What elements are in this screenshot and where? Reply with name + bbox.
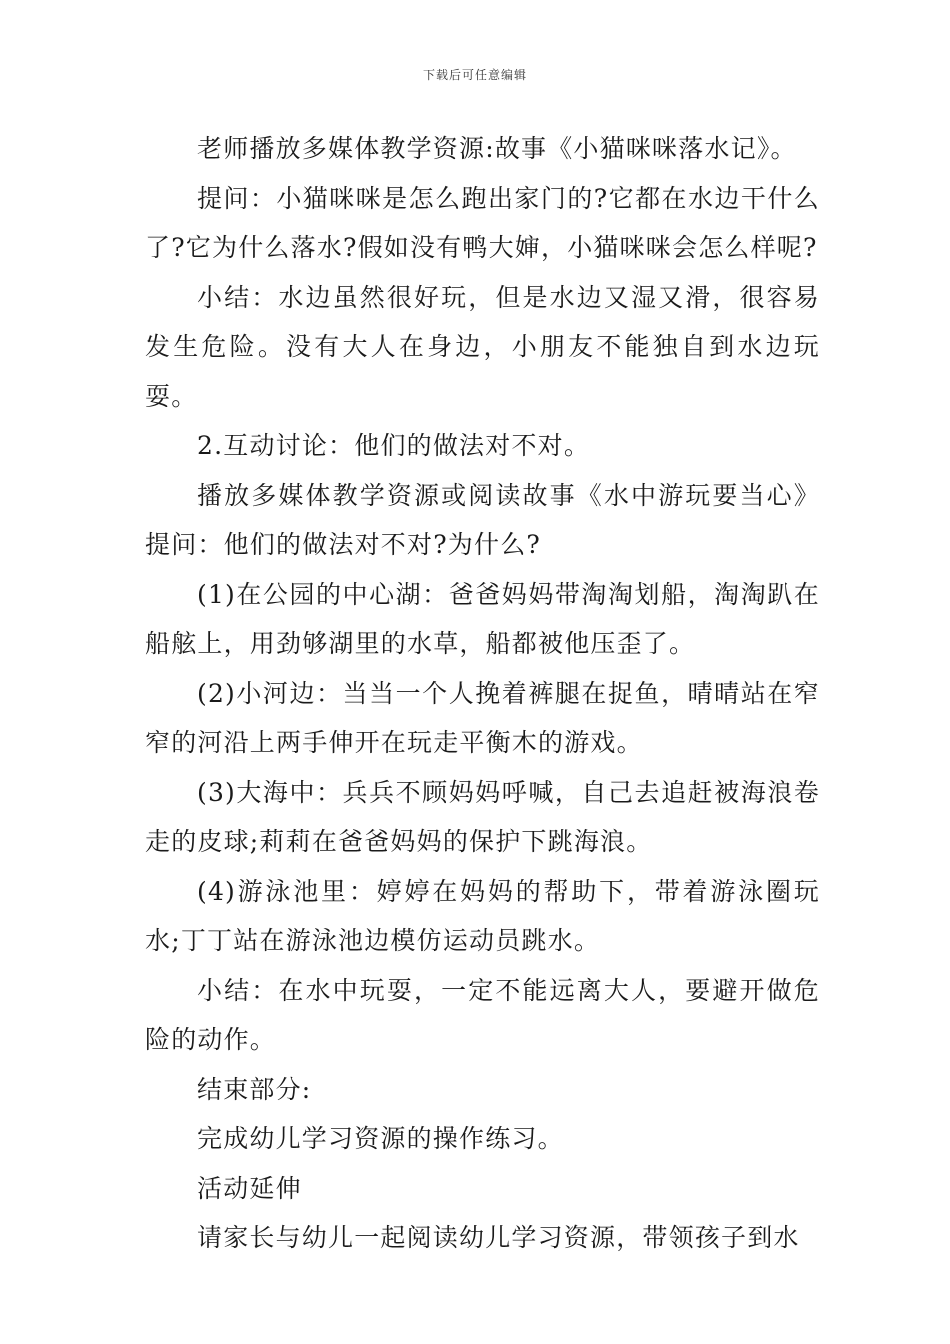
paragraph-case-1: (1)在公园的中心湖：爸爸妈妈带淘淘划船，淘淘趴在船舷上，用劲够湖里的水草，船都被他压歪了。 bbox=[145, 579, 820, 658]
paragraph-discussion-heading: 2.互动讨论：他们的做法对不对。 bbox=[197, 431, 591, 460]
paragraph-case-4: (4)游泳池里：婷婷在妈妈的帮助下，带着游泳圈玩水;丁丁站在游泳池边模仿运动员跳水。 bbox=[145, 876, 820, 955]
paragraph-summary-2: 小结：在水中玩耍，一定不能远离大人，要避开做危险的动作。 bbox=[145, 975, 820, 1054]
paragraph-question-2: 播放多媒体教学资源或阅读故事《水中游玩要当心》提问：他们的做法对不对?为什么? bbox=[145, 480, 820, 559]
paragraph-summary-1: 小结：水边虽然很好玩，但是水边又湿又滑，很容易发生危险。没有大人在身边，小朋友不能独自到水边玩耍。 bbox=[145, 282, 820, 411]
paragraph-ending-task: 完成幼儿学习资源的操作练习。 bbox=[197, 1124, 564, 1153]
document-body bbox=[145, 124, 820, 1263]
paragraph-extension-text: 请家长与幼儿一起阅读幼儿学习资源，带领孩子到水 bbox=[197, 1223, 800, 1252]
paragraph-story-intro: 老师播放多媒体教学资源:故事《小猫咪咪落水记》。 bbox=[197, 134, 797, 163]
paragraph-question-1: 提问：小猫咪咪是怎么跑出家门的?它都在水边干什么了?它为什么落水?假如没有鸭大婶，小猫咪咪会怎么样呢? bbox=[145, 183, 820, 262]
paragraph-case-3: (3)大海中：兵兵不顾妈妈呼喊，自己去追赶被海浪卷走的皮球;莉莉在爸爸妈妈的保护下跳海浪。 bbox=[145, 777, 820, 856]
page-header: 下载后可任意编辑 bbox=[422, 68, 527, 82]
paragraph-case-2: (2)小河边：当当一个人挽着裤腿在捉鱼，晴晴站在窄窄的河沿上两手伸开在玩走平衡木的游戏。 bbox=[145, 678, 820, 757]
paragraph-ending-heading: 结束部分: bbox=[197, 1074, 312, 1104]
paragraph-extension-heading: 活动延伸 bbox=[197, 1173, 302, 1203]
